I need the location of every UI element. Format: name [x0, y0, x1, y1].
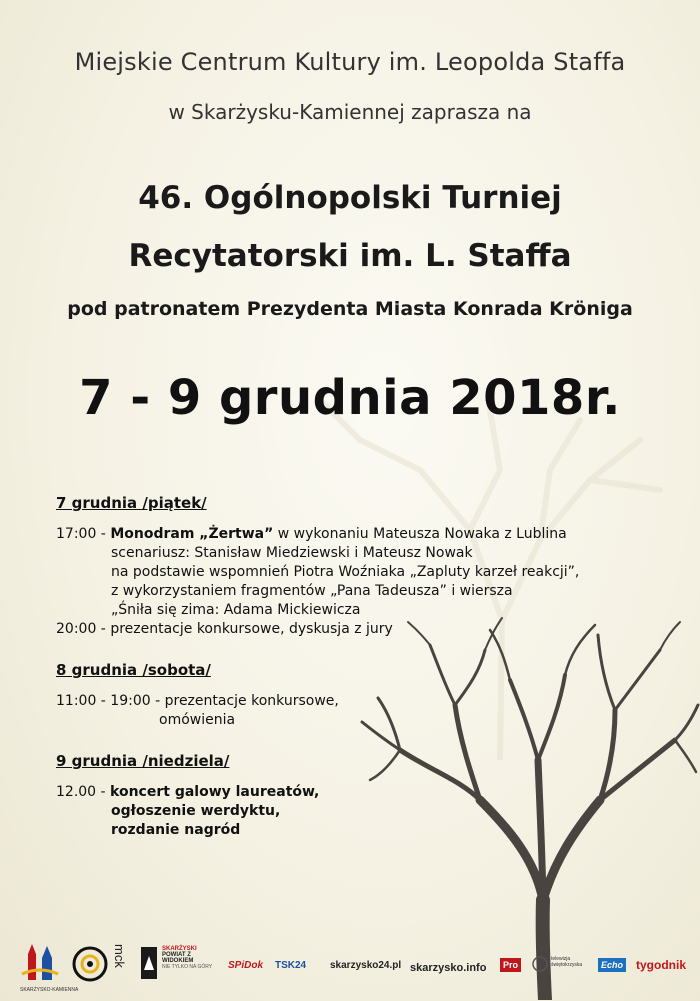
event-detail: ogłoszenie werdyktu, [111, 803, 281, 819]
tsk24-logo: TSK24 [275, 960, 307, 971]
invitation-line: w Skarżysku-Kamiennej zaprasza na [168, 100, 532, 124]
day1-event2 [56, 620, 676, 639]
tvs-icon [532, 956, 548, 972]
skarzysko-info-logo: skarzysko.info [410, 962, 487, 974]
event-time: 12.00 - [56, 784, 111, 800]
pro-logo: Pro [500, 958, 521, 972]
echo-logo: Echo [598, 958, 626, 972]
powiat-line1: SKARŻYSKI [162, 946, 197, 952]
sponsor-logos [0, 940, 700, 995]
day3-heading: 9 grudnia /niedziela/ [56, 752, 230, 770]
mck-logo: mck [112, 944, 127, 968]
event-description: prezentacje konkursowe, dyskusja z jury [110, 621, 393, 637]
patronage-line: pod patronatem Prezydenta Miasta Konrada Kröniga [67, 298, 633, 320]
powiat-crest-icon [140, 946, 158, 980]
event-title: Monodram „Żertwa” [110, 526, 274, 542]
tvs-logo [532, 956, 592, 972]
tvs-line1: telewizja [551, 956, 571, 962]
event-title-line2: Recytatorski im. L. Staffa [128, 238, 572, 274]
day2-heading: 8 grudnia /sobota/ [56, 661, 211, 679]
city-logo [20, 940, 79, 995]
eye-logo [72, 946, 108, 982]
day2-event1 [56, 692, 676, 711]
event-title-line1: 46. Ogólnopolski Turniej [138, 180, 562, 216]
city-crest-icon [20, 940, 60, 982]
skarzysko24-logo: skarzysko24.pl [330, 960, 402, 971]
tvs-line2: świętokrzyska [551, 962, 583, 968]
powiat-line2: POWIAT Z WIDOKIEM [162, 952, 194, 964]
event-detail: „Śniła się zima: Adama Mickiewicza [111, 602, 361, 618]
event-description: prezentacje konkursowe, [164, 693, 339, 709]
day1-heading: 7 grudnia /piątek/ [56, 494, 207, 512]
event-description: w wykonaniu Mateusza Nowaka z Lublina [273, 526, 567, 542]
event-detail: na podstawie wspomnień Piotra Woźniaka „Zapluty karzeł reakcji”, [111, 564, 580, 580]
day1-event1 [56, 525, 676, 544]
event-dates: 7 - 9 grudnia 2018r. [79, 370, 621, 426]
powiat-logo [140, 946, 220, 980]
day3-event1 [56, 783, 676, 802]
city-logo-text: SKARŻYSKO-KAMIENNA [20, 987, 79, 993]
eye-icon [72, 946, 108, 982]
program-schedule [56, 494, 676, 840]
event-detail: scenariusz: Stanisław Miedziewski i Mateusz Nowak [111, 545, 473, 561]
spidok-logo: SPiDok [228, 960, 264, 971]
event-detail: omówienia [159, 712, 236, 728]
organizer-line: Miejskie Centrum Kultury im. Leopolda Staffa [74, 48, 626, 76]
event-description: koncert galowy laureatów, [110, 784, 320, 800]
event-detail: z wykorzystaniem fragmentów „Pana Tadeusza” i wiersza [111, 583, 513, 599]
event-time: 11:00 - 19:00 - [56, 693, 165, 709]
event-detail: rozdanie nagród [111, 822, 241, 838]
powiat-line3: NIE TYLKO NA GÓRY [162, 964, 213, 970]
event-time: 17:00 - [56, 526, 111, 542]
tygodnik-logo: tygodnik [636, 958, 686, 972]
event-time: 20:00 - [56, 621, 111, 637]
